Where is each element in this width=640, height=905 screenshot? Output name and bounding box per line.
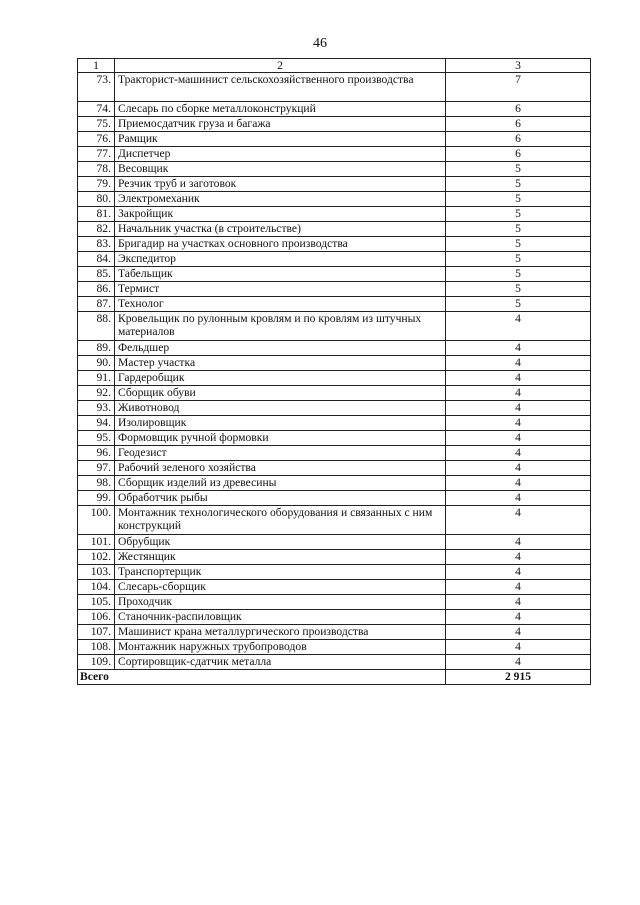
table-row bbox=[78, 476, 591, 491]
row-profession: Мастер участка bbox=[115, 356, 446, 371]
column-header-profession: 2 bbox=[115, 59, 446, 73]
professions-table bbox=[77, 58, 591, 685]
row-number: 75. bbox=[78, 117, 115, 132]
row-profession: Монтажник технологического оборудования и связанных с ним конструкций bbox=[115, 506, 446, 535]
table-row bbox=[78, 580, 591, 595]
row-profession: Рабочий зеленого хозяйства bbox=[115, 461, 446, 476]
row-profession: Термист bbox=[115, 282, 446, 297]
row-value: 4 bbox=[446, 312, 591, 341]
table-row bbox=[78, 341, 591, 356]
row-value: 4 bbox=[446, 550, 591, 565]
table-row bbox=[78, 655, 591, 670]
row-profession: Станочник-распиловщик bbox=[115, 610, 446, 625]
row-number: 88. bbox=[78, 312, 115, 341]
row-number: 87. bbox=[78, 297, 115, 312]
row-profession: Диспетчер bbox=[115, 147, 446, 162]
column-header-value: 3 bbox=[446, 59, 591, 73]
row-number: 82. bbox=[78, 222, 115, 237]
row-value: 6 bbox=[446, 147, 591, 162]
row-value: 5 bbox=[446, 297, 591, 312]
row-value: 4 bbox=[446, 610, 591, 625]
table-row bbox=[78, 162, 591, 177]
table-row bbox=[78, 117, 591, 132]
row-profession: Резчик труб и заготовок bbox=[115, 177, 446, 192]
table-row bbox=[78, 192, 591, 207]
total-row bbox=[78, 670, 591, 685]
row-number: 99. bbox=[78, 491, 115, 506]
page-number: 46 bbox=[313, 36, 327, 51]
row-profession: Слесарь-сборщик bbox=[115, 580, 446, 595]
row-number: 83. bbox=[78, 237, 115, 252]
row-value: 4 bbox=[446, 461, 591, 476]
row-profession: Сборщик изделий из древесины bbox=[115, 476, 446, 491]
row-number: 107. bbox=[78, 625, 115, 640]
table-row bbox=[78, 132, 591, 147]
row-number: 94. bbox=[78, 416, 115, 431]
row-number: 81. bbox=[78, 207, 115, 222]
row-number: 103. bbox=[78, 565, 115, 580]
row-number: 101. bbox=[78, 535, 115, 550]
row-number: 95. bbox=[78, 431, 115, 446]
row-value: 4 bbox=[446, 625, 591, 640]
table-row bbox=[78, 506, 591, 535]
table-row bbox=[78, 371, 591, 386]
row-value: 5 bbox=[446, 192, 591, 207]
row-profession: Приемосдатчик груза и багажа bbox=[115, 117, 446, 132]
table-row bbox=[78, 401, 591, 416]
row-number: 76. bbox=[78, 132, 115, 147]
row-profession: Фельдшер bbox=[115, 341, 446, 356]
table-row bbox=[78, 356, 591, 371]
table-row bbox=[78, 431, 591, 446]
row-profession: Сортировщик-сдатчик металла bbox=[115, 655, 446, 670]
table-row bbox=[78, 73, 591, 102]
table-row bbox=[78, 312, 591, 341]
column-header-number: 1 bbox=[78, 59, 115, 73]
row-profession: Электромеханик bbox=[115, 192, 446, 207]
row-profession: Начальник участка (в строительстве) bbox=[115, 222, 446, 237]
row-number: 96. bbox=[78, 446, 115, 461]
row-number: 106. bbox=[78, 610, 115, 625]
row-profession: Технолог bbox=[115, 297, 446, 312]
row-profession: Изолировщик bbox=[115, 416, 446, 431]
table-row bbox=[78, 207, 591, 222]
row-number: 84. bbox=[78, 252, 115, 267]
row-value: 4 bbox=[446, 565, 591, 580]
total-label: Всего bbox=[78, 670, 446, 685]
row-value: 4 bbox=[446, 580, 591, 595]
row-profession: Слесарь по сборке металлоконструкций bbox=[115, 102, 446, 117]
row-value: 4 bbox=[446, 341, 591, 356]
table-row bbox=[78, 446, 591, 461]
table-row bbox=[78, 416, 591, 431]
table-row bbox=[78, 102, 591, 117]
row-profession: Транспортерщик bbox=[115, 565, 446, 580]
row-value: 4 bbox=[446, 446, 591, 461]
row-value: 5 bbox=[446, 177, 591, 192]
table-row bbox=[78, 491, 591, 506]
row-profession: Рамщик bbox=[115, 132, 446, 147]
row-number: 79. bbox=[78, 177, 115, 192]
row-value: 4 bbox=[446, 476, 591, 491]
row-number: 91. bbox=[78, 371, 115, 386]
row-value: 4 bbox=[446, 491, 591, 506]
total-value: 2 915 bbox=[446, 670, 591, 685]
row-profession: Обработчик рыбы bbox=[115, 491, 446, 506]
row-number: 109. bbox=[78, 655, 115, 670]
row-profession: Гардеробщик bbox=[115, 371, 446, 386]
row-profession: Тракторист-машинист сельскохозяйственного производства bbox=[115, 73, 446, 102]
row-value: 7 bbox=[446, 73, 591, 102]
row-value: 5 bbox=[446, 162, 591, 177]
row-number: 100. bbox=[78, 506, 115, 535]
row-profession: Бригадир на участках основного производства bbox=[115, 237, 446, 252]
row-profession: Экспедитор bbox=[115, 252, 446, 267]
row-value: 5 bbox=[446, 252, 591, 267]
row-profession: Сборщик обуви bbox=[115, 386, 446, 401]
table-row bbox=[78, 461, 591, 476]
table-row bbox=[78, 565, 591, 580]
table-row bbox=[78, 535, 591, 550]
row-value: 4 bbox=[446, 356, 591, 371]
row-profession: Животновод bbox=[115, 401, 446, 416]
row-number: 74. bbox=[78, 102, 115, 117]
row-profession: Формовщик ручной формовки bbox=[115, 431, 446, 446]
table-row bbox=[78, 640, 591, 655]
table-row bbox=[78, 252, 591, 267]
table-row bbox=[78, 282, 591, 297]
row-value: 4 bbox=[446, 371, 591, 386]
row-value: 4 bbox=[446, 386, 591, 401]
table-row bbox=[78, 625, 591, 640]
row-value: 4 bbox=[446, 401, 591, 416]
table-row bbox=[78, 177, 591, 192]
table-row bbox=[78, 147, 591, 162]
row-value: 6 bbox=[446, 102, 591, 117]
row-number: 108. bbox=[78, 640, 115, 655]
table-row bbox=[78, 222, 591, 237]
row-profession: Кровельщик по рулонным кровлям и по кровлям из штучных материалов bbox=[115, 312, 446, 341]
row-profession: Машинист крана металлургического производства bbox=[115, 625, 446, 640]
table-row bbox=[78, 237, 591, 252]
row-value: 6 bbox=[446, 132, 591, 147]
table-row bbox=[78, 610, 591, 625]
row-profession: Табельщик bbox=[115, 267, 446, 282]
row-value: 5 bbox=[446, 222, 591, 237]
row-profession: Жестянщик bbox=[115, 550, 446, 565]
row-number: 92. bbox=[78, 386, 115, 401]
table-row bbox=[78, 595, 591, 610]
table-body bbox=[78, 73, 591, 670]
row-value: 4 bbox=[446, 595, 591, 610]
table-row bbox=[78, 297, 591, 312]
row-number: 89. bbox=[78, 341, 115, 356]
row-number: 90. bbox=[78, 356, 115, 371]
row-number: 80. bbox=[78, 192, 115, 207]
row-number: 86. bbox=[78, 282, 115, 297]
row-number: 98. bbox=[78, 476, 115, 491]
row-value: 5 bbox=[446, 267, 591, 282]
row-value: 4 bbox=[446, 506, 591, 535]
row-number: 105. bbox=[78, 595, 115, 610]
row-number: 93. bbox=[78, 401, 115, 416]
row-profession: Закройщик bbox=[115, 207, 446, 222]
row-value: 4 bbox=[446, 431, 591, 446]
table-row bbox=[78, 550, 591, 565]
row-profession: Геодезист bbox=[115, 446, 446, 461]
row-value: 4 bbox=[446, 535, 591, 550]
table-row bbox=[78, 386, 591, 401]
row-value: 4 bbox=[446, 416, 591, 431]
row-value: 5 bbox=[446, 282, 591, 297]
row-value: 4 bbox=[446, 640, 591, 655]
row-number: 85. bbox=[78, 267, 115, 282]
row-profession: Проходчик bbox=[115, 595, 446, 610]
row-value: 6 bbox=[446, 117, 591, 132]
row-number: 73. bbox=[78, 73, 115, 102]
row-number: 102. bbox=[78, 550, 115, 565]
row-value: 5 bbox=[446, 237, 591, 252]
row-profession: Обрубщик bbox=[115, 535, 446, 550]
row-number: 78. bbox=[78, 162, 115, 177]
row-profession: Весовщик bbox=[115, 162, 446, 177]
table-header-row bbox=[78, 59, 591, 73]
row-number: 104. bbox=[78, 580, 115, 595]
table-row bbox=[78, 267, 591, 282]
row-number: 77. bbox=[78, 147, 115, 162]
row-profession: Монтажник наружных трубопроводов bbox=[115, 640, 446, 655]
row-value: 4 bbox=[446, 655, 591, 670]
row-value: 5 bbox=[446, 207, 591, 222]
row-number: 97. bbox=[78, 461, 115, 476]
